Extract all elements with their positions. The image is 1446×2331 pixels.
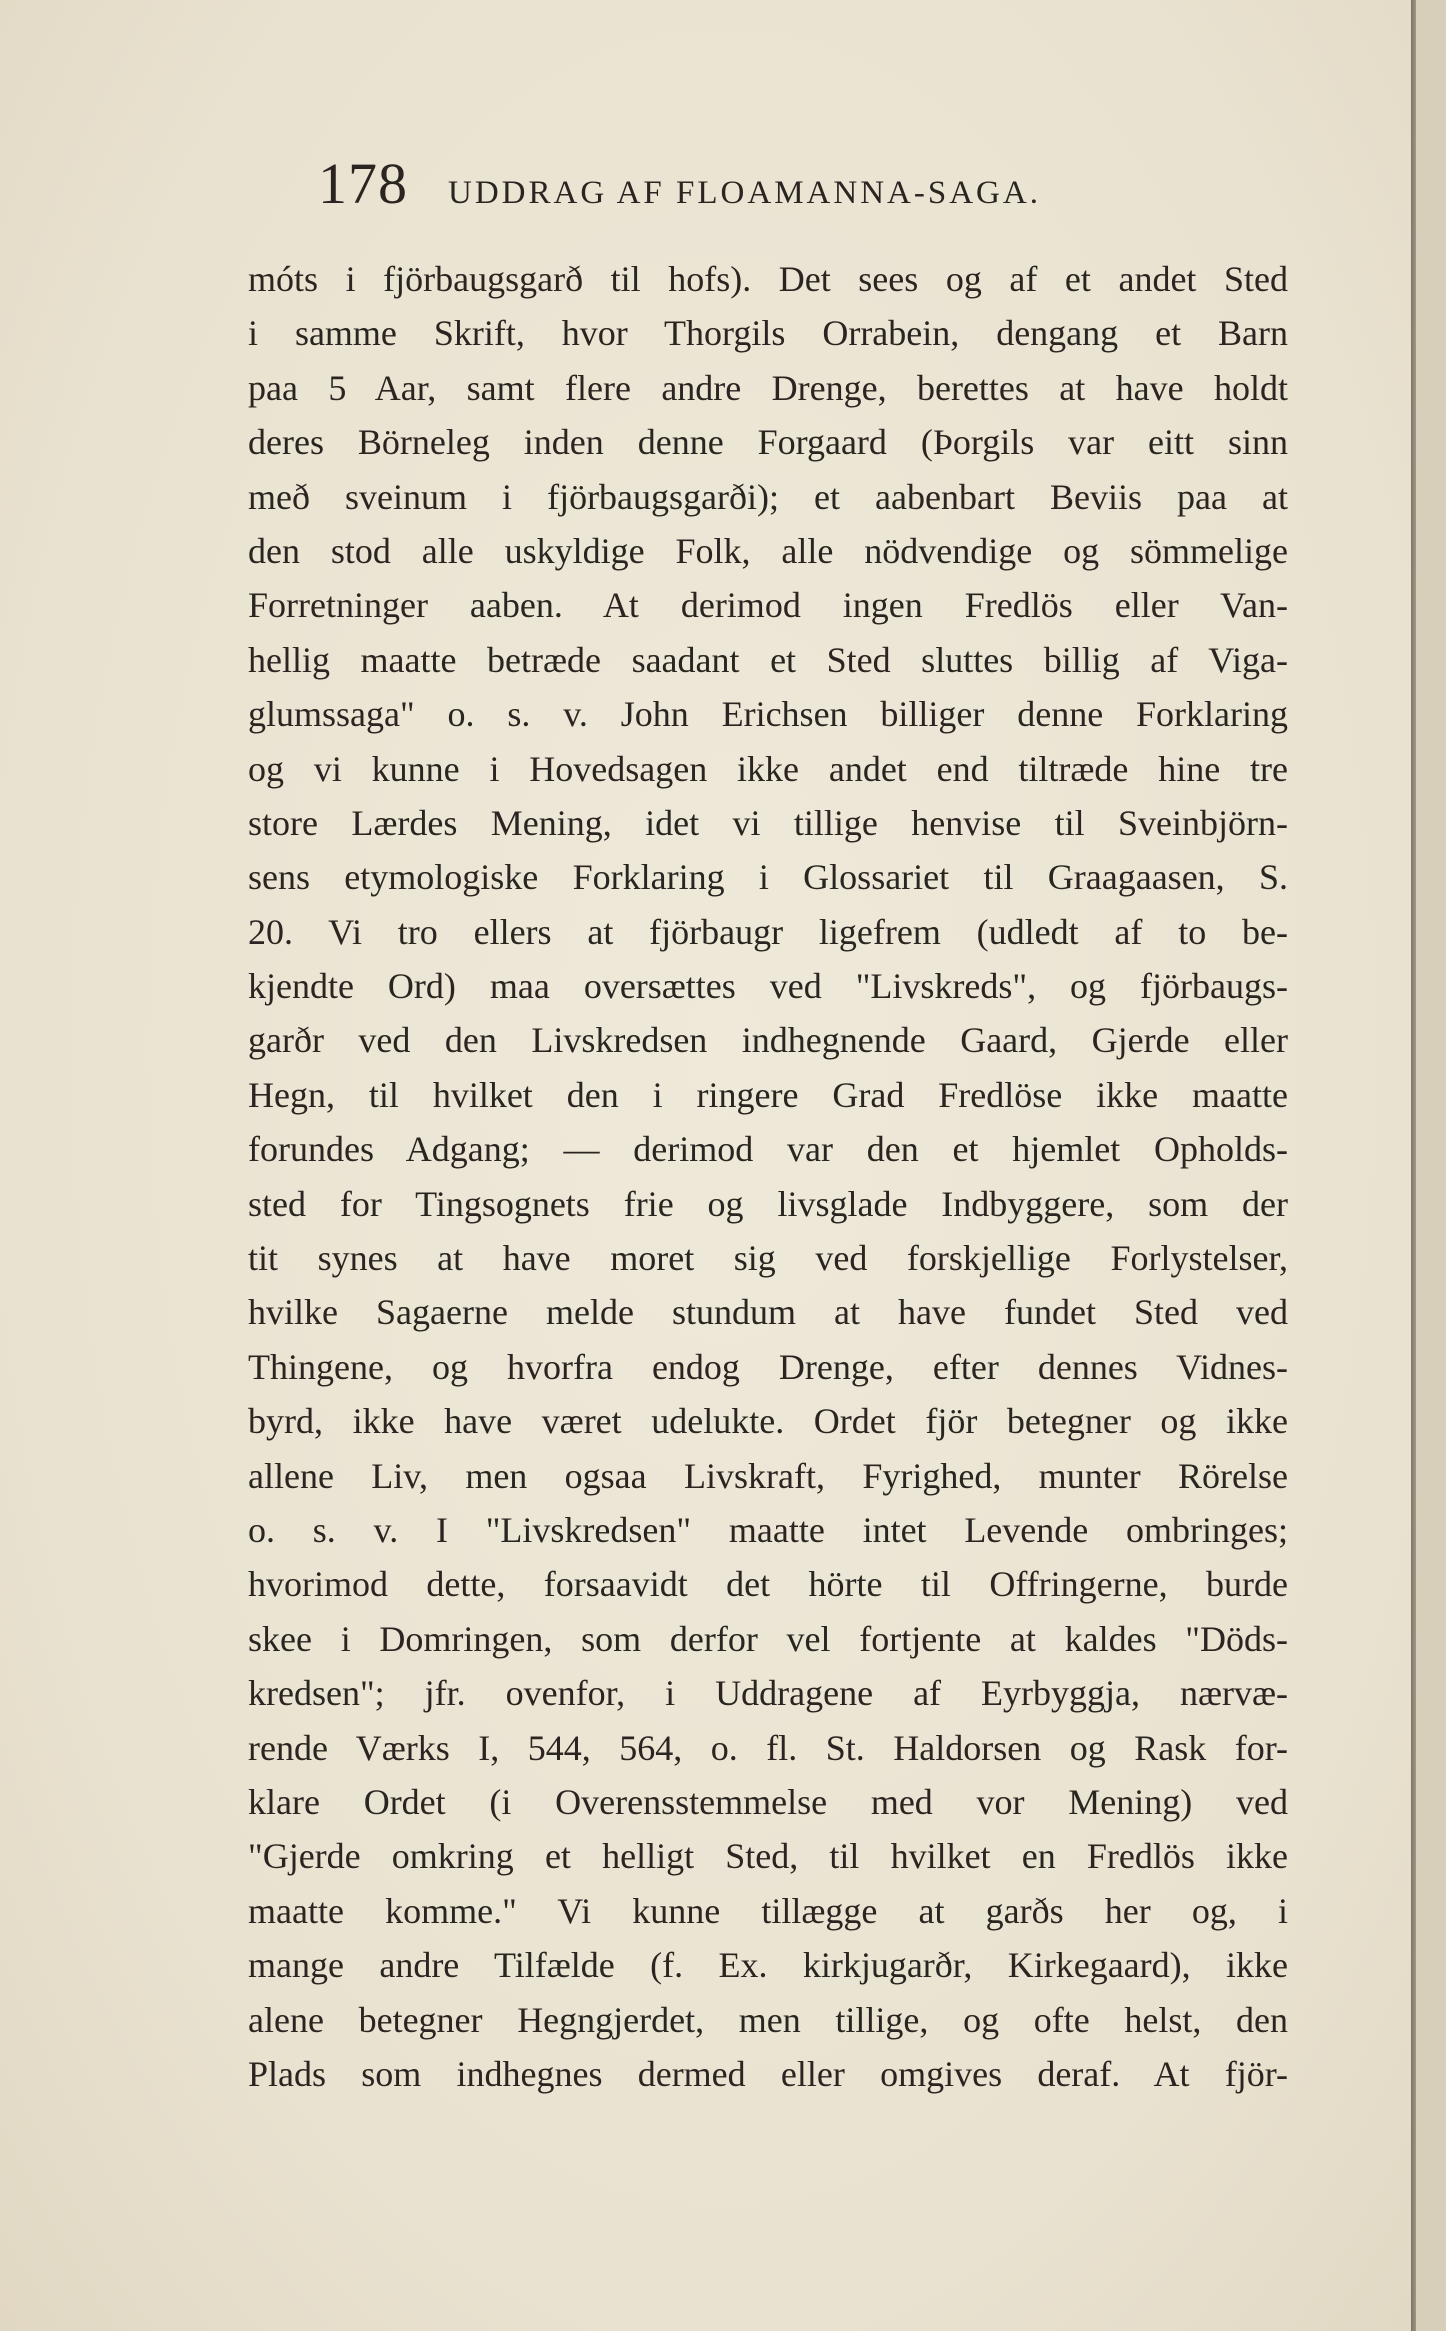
text-line: mange andre Tilfælde (f. Ex. kirkjugarðr, Kirkegaard), ikke (248, 1945, 1288, 1986)
text-line: skee i Domringen, som derfor vel fortjente at kaldes "Döds- (248, 1618, 1288, 1659)
text-line: "Gjerde omkring et helligt Sted, til hvilket en Fredlös ikke (248, 1836, 1288, 1877)
text-line: kjendte Ord) maa oversættes ved "Livskreds", og fjörbaugs- (248, 966, 1288, 1007)
text-line: tit synes at have moret sig ved forskjellige Forlystelser, (248, 1238, 1288, 1279)
page-margin-shadow (1416, 0, 1446, 2331)
text-line: sens etymologiske Forklaring i Glossariet til Graagaasen, S. (248, 857, 1288, 898)
text-line: o. s. v. I "Livskredsen" maatte intet Levende ombringes; (248, 1509, 1288, 1550)
page-header (318, 150, 1041, 217)
text-line: byrd, ikke have været udelukte. Ordet fjör betegner og ikke (248, 1401, 1288, 1442)
text-line: glumssaga" o. s. v. John Erichsen billiger denne Forklaring (248, 694, 1288, 735)
text-line: Hegn, til hvilket den i ringere Grad Fredlöse ikke maatte (248, 1074, 1288, 1115)
text-line: Plads som indhegnes dermed eller omgives deraf. At fjör- (248, 2053, 1288, 2094)
text-line: móts i fjörbaugsgarð til hofs). Det sees og af et andet Sted (248, 259, 1288, 299)
text-line: garðr ved den Livskredsen indhegnende Gaard, Gjerde eller (248, 1020, 1288, 1061)
page-edge-line (1411, 0, 1416, 2331)
text-line: forundes Adgang; — derimod var den et hjemlet Opholds- (248, 1129, 1288, 1170)
text-line: allene Liv, men ogsaa Livskraft, Fyrighed, munter Rörelse (248, 1455, 1288, 1496)
text-line: store Lærdes Mening, idet vi tillige henvise til Sveinbjörn- (248, 802, 1288, 843)
text-line: sted for Tingsognets frie og livsglade Indbyggere, som der (248, 1183, 1288, 1224)
text-line: kredsen"; jfr. ovenfor, i Uddragene af Eyrbyggja, nærvæ- (248, 1673, 1288, 1714)
text-line: den stod alle uskyldige Folk, alle nödvendige og sömmelige (248, 530, 1288, 571)
text-line: Thingene, og hvorfra endog Drenge, efter dennes Vidnes- (248, 1346, 1288, 1387)
text-line: deres Börneleg inden denne Forgaard (Þorgils var eitt sinn (248, 422, 1288, 463)
text-line: alene betegner Hegngjerdet, men tillige, og ofte helst, den (248, 1999, 1288, 2040)
text-line: hellig maatte betræde saadant et Sted sluttes billig af Viga- (248, 639, 1288, 680)
text-line: með sveinum i fjörbaugsgarði); et aabenbart Beviis paa at (248, 476, 1288, 517)
text-line: maatte komme." Vi kunne tillægge at garðs her og, i (248, 1890, 1288, 1931)
text-line: hvilke Sagaerne melde stundum at have fundet Sted ved (248, 1292, 1288, 1333)
text-line: rende Værks I, 544, 564, o. fl. St. Haldorsen og Rask for- (248, 1727, 1288, 1768)
text-line: og vi kunne i Hovedsagen ikke andet end tiltræde hine tre (248, 748, 1288, 789)
page-number: 178 (318, 151, 408, 216)
running-head: UDDRAG AF FLOAMANNA-SAGA. (448, 175, 1041, 211)
text-line: hvorimod dette, forsaavidt det hörte til Offringerne, burde (248, 1564, 1288, 1605)
text-line: Forretninger aaben. At derimod ingen Fredlös eller Van- (248, 585, 1288, 626)
body-text (248, 252, 1288, 2101)
text-line: 20. Vi tro ellers at fjörbaugr ligefrem (udledt af to be- (248, 911, 1288, 952)
text-line: i samme Skrift, hvor Thorgils Orrabein, dengang et Barn (248, 313, 1288, 354)
text-line: paa 5 Aar, samt flere andre Drenge, berettes at have holdt (248, 367, 1288, 408)
text-line: klare Ordet (i Overensstemmelse med vor Mening) ved (248, 1781, 1288, 1822)
